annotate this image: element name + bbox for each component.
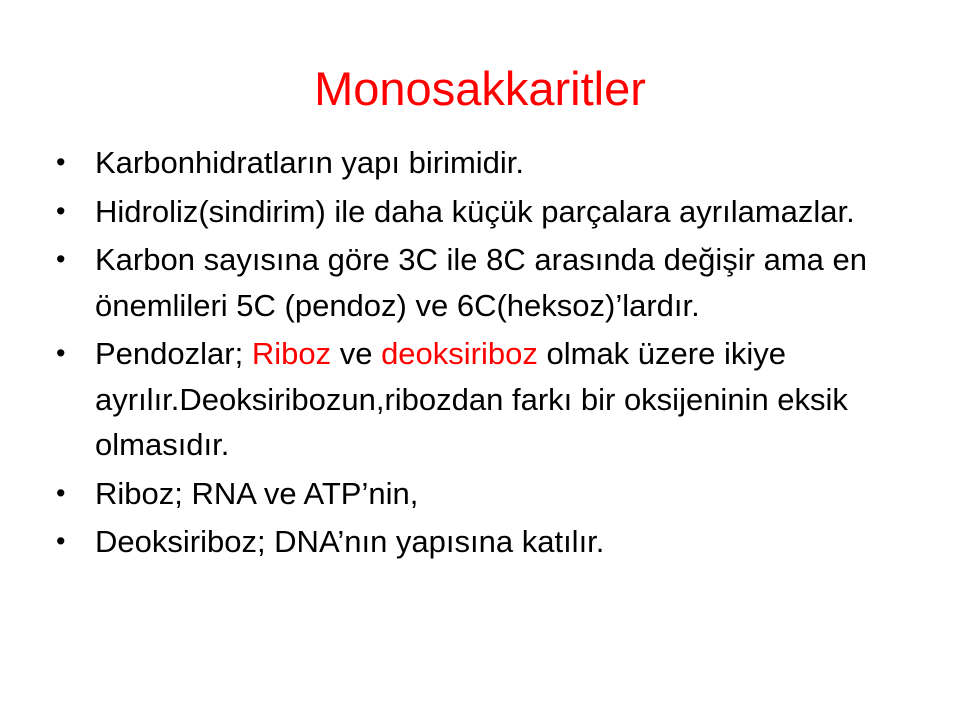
bullet-item (56, 189, 906, 235)
bullet-dot-icon: • (56, 338, 66, 368)
bullet-dot-icon: • (56, 526, 66, 556)
highlight-riboz: Riboz (251, 336, 332, 371)
bullet-text: Deoksiriboz; DNA’nın yapısına katılır. (95, 524, 605, 559)
bullet-item (56, 237, 906, 328)
bullet-dot-icon: • (56, 195, 66, 226)
bullet-list (56, 140, 906, 568)
bullet-item (56, 331, 906, 468)
bullet-item (56, 140, 906, 186)
bullet-dot-icon: • (56, 477, 66, 508)
bullet-item (56, 471, 906, 517)
bullet-text-part: olmak üzere ikiye ayrılır.Deoksiribozun,ribozdan farkı bir oksijeninin eksik olmasıdır. (95, 336, 848, 462)
bullet-dot-icon: • (56, 244, 66, 274)
bullet-text: Hidroliz(sindirim) ile daha küçük parçalara ayrılamazlar. (95, 193, 855, 229)
bullet-text: Riboz; RNA ve ATP’nin, (95, 475, 419, 511)
bullet-dot-icon: • (56, 147, 66, 177)
bullet-text-part: Pendozlar; (95, 336, 252, 371)
bullet-item (56, 519, 906, 565)
highlight-deoksiriboz: deoksiriboz (381, 336, 538, 371)
bullet-text-part: ve (331, 336, 382, 371)
slide-title: Monosakkaritler (314, 62, 646, 115)
bullet-text: Karbonhidratların yapı birimidir. (95, 145, 525, 180)
bullet-text: Karbon sayısına göre 3C ile 8C arasında değişir ama en önemlileri 5C (pendoz) ve 6C(heksoz)’lardır. (95, 242, 867, 323)
